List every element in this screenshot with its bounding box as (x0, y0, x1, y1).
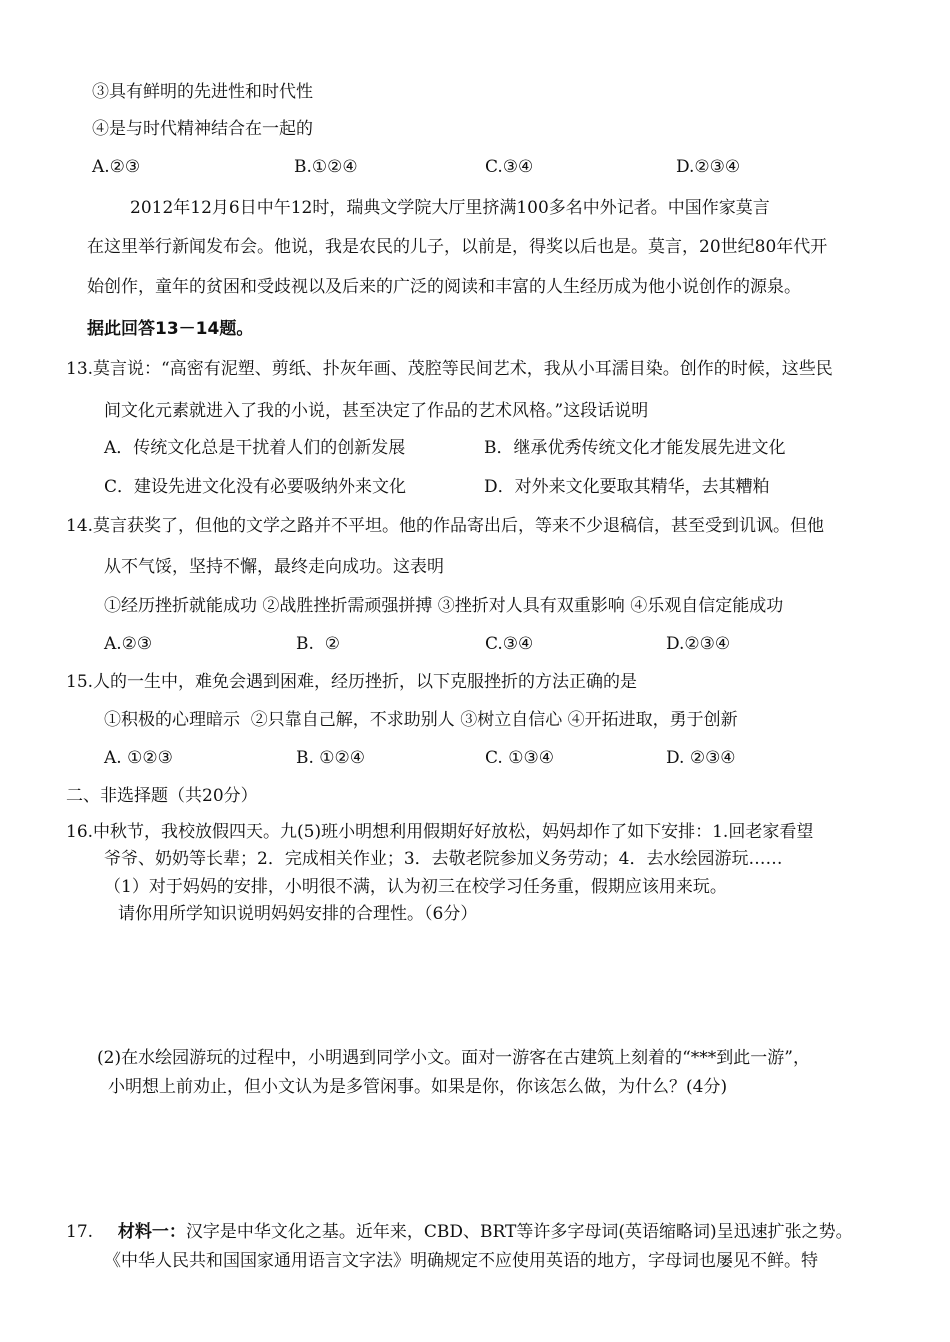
q16-sub2-line-2: 小明想上前劝止，但小文认为是多管闲事。如果是你，你该怎么做，为什么？(4分) (108, 1077, 728, 1097)
material-line-1: 2012年12月6日中午12时，瑞典文学院大厅里挤满100多名中外记者。中国作家莫言 (130, 198, 770, 218)
section-2-title: 二、非选择题（共20分） (66, 786, 258, 806)
q14-option-a: A.②③ (104, 634, 153, 654)
q14-statements: ①经历挫折就能成功 ②战胜挫折需顽强拼搏 ③挫折对人具有双重影响 ④乐观自信定能成功 (104, 596, 784, 616)
q14-stem-line-2: 从不气馁，坚持不懈，最终走向成功。这表明 (104, 557, 444, 577)
q15-option-a: A. ①②③ (104, 748, 173, 768)
q15-option-b: B. ①②④ (296, 748, 366, 768)
q14-option-d: D.②③④ (666, 634, 731, 654)
q13-option-b: B．继承优秀传统文化才能发展先进文化 (484, 438, 786, 458)
q13-stem-line-1: 13.莫言说：“高密有泥塑、剪纸、扑灰年画、茂腔等民间艺术，我从小耳濡目染。创作的时候，这些民 (66, 359, 833, 379)
q16-sub1-line-2: 请你用所学知识说明妈妈安排的合理性。（6分） (118, 904, 478, 924)
q16-stem-line-1: 16.中秋节，我校放假四天。九(5)班小明想利用假期好好放松，妈妈却作了如下安排：1.回老家看望 (66, 822, 814, 842)
answer-prompt: 据此回答13－14题。 (87, 319, 254, 339)
q13-option-d: D．对外来文化要取其精华，去其糟粕 (484, 477, 770, 497)
q16-stem-line-2: 爷爷、奶奶等长辈；2．完成相关作业；3．去敬老院参加义务劳动；4．去水绘园游玩…… (104, 849, 783, 869)
q14-stem-line-1: 14.莫言获奖了，但他的文学之路并不平坦。他的作品寄出后，等来不少退稿信，甚至受到讥讽。但他 (66, 516, 825, 536)
q17-text-line-1: 汉字是中华文化之基。近年来，CBD、BRT等许多字母词(英语缩略词)呈迅速扩张之势。 (185, 1222, 853, 1242)
q13-stem-line-2: 间文化元素就进入了我的小说，甚至决定了作品的艺术风格。”这段话说明 (104, 401, 649, 421)
q13-option-a: A．传统文化总是干扰着人们的创新发展 (104, 438, 406, 458)
q17-number: 17. (66, 1222, 94, 1242)
q14-option-c: C.③④ (485, 634, 534, 654)
option-a: A.②③ (92, 157, 141, 177)
q15-stem: 15.人的一生中，难免会遇到困难，经历挫折，以下克服挫折的方法正确的是 (66, 672, 638, 692)
q14-option-b: B. ② (296, 634, 340, 654)
material-line-3: 始创作，童年的贫困和受歧视以及后来的广泛的阅读和丰富的人生经历成为他小说创作的源泉。 (87, 277, 801, 297)
q15-statements: ①积极的心理暗示 ②只靠自己解，不求助别人 ③树立自信心 ④开拓进取，勇于创新 (104, 710, 738, 730)
q17-line-1 (66, 1221, 853, 1243)
q15-option-d: D. ②③④ (666, 748, 736, 768)
statement-4: ④是与时代精神结合在一起的 (92, 119, 313, 139)
q17-text-line-2: 《中华人民共和国国家通用语言文字法》明确规定不应使用英语的地方，字母词也屡见不鲜。特 (104, 1251, 818, 1271)
q16-sub2-line-1: (2)在水绘园游玩的过程中，小明遇到同学小文。面对一游客在古建筑上刻着的“***到此一游”， (97, 1048, 810, 1068)
option-b: B.①②④ (294, 157, 358, 177)
material-line-2: 在这里举行新闻发布会。他说，我是农民的儿子，以前是，得奖以后也是。莫言，20世纪80年代开 (87, 237, 828, 257)
q17-material-label: 材料一： (117, 1222, 186, 1242)
q13-option-c: C．建设先进文化没有必要吸纳外来文化 (104, 477, 407, 497)
option-c: C.③④ (485, 157, 534, 177)
q15-option-c: C. ①③④ (485, 748, 554, 768)
statement-3: ③具有鲜明的先进性和时代性 (92, 82, 313, 102)
q16-sub1-line-1: （1）对于妈妈的安排，小明很不满，认为初三在校学习任务重，假期应该用来玩。 (104, 877, 727, 897)
option-d: D.②③④ (676, 157, 741, 177)
